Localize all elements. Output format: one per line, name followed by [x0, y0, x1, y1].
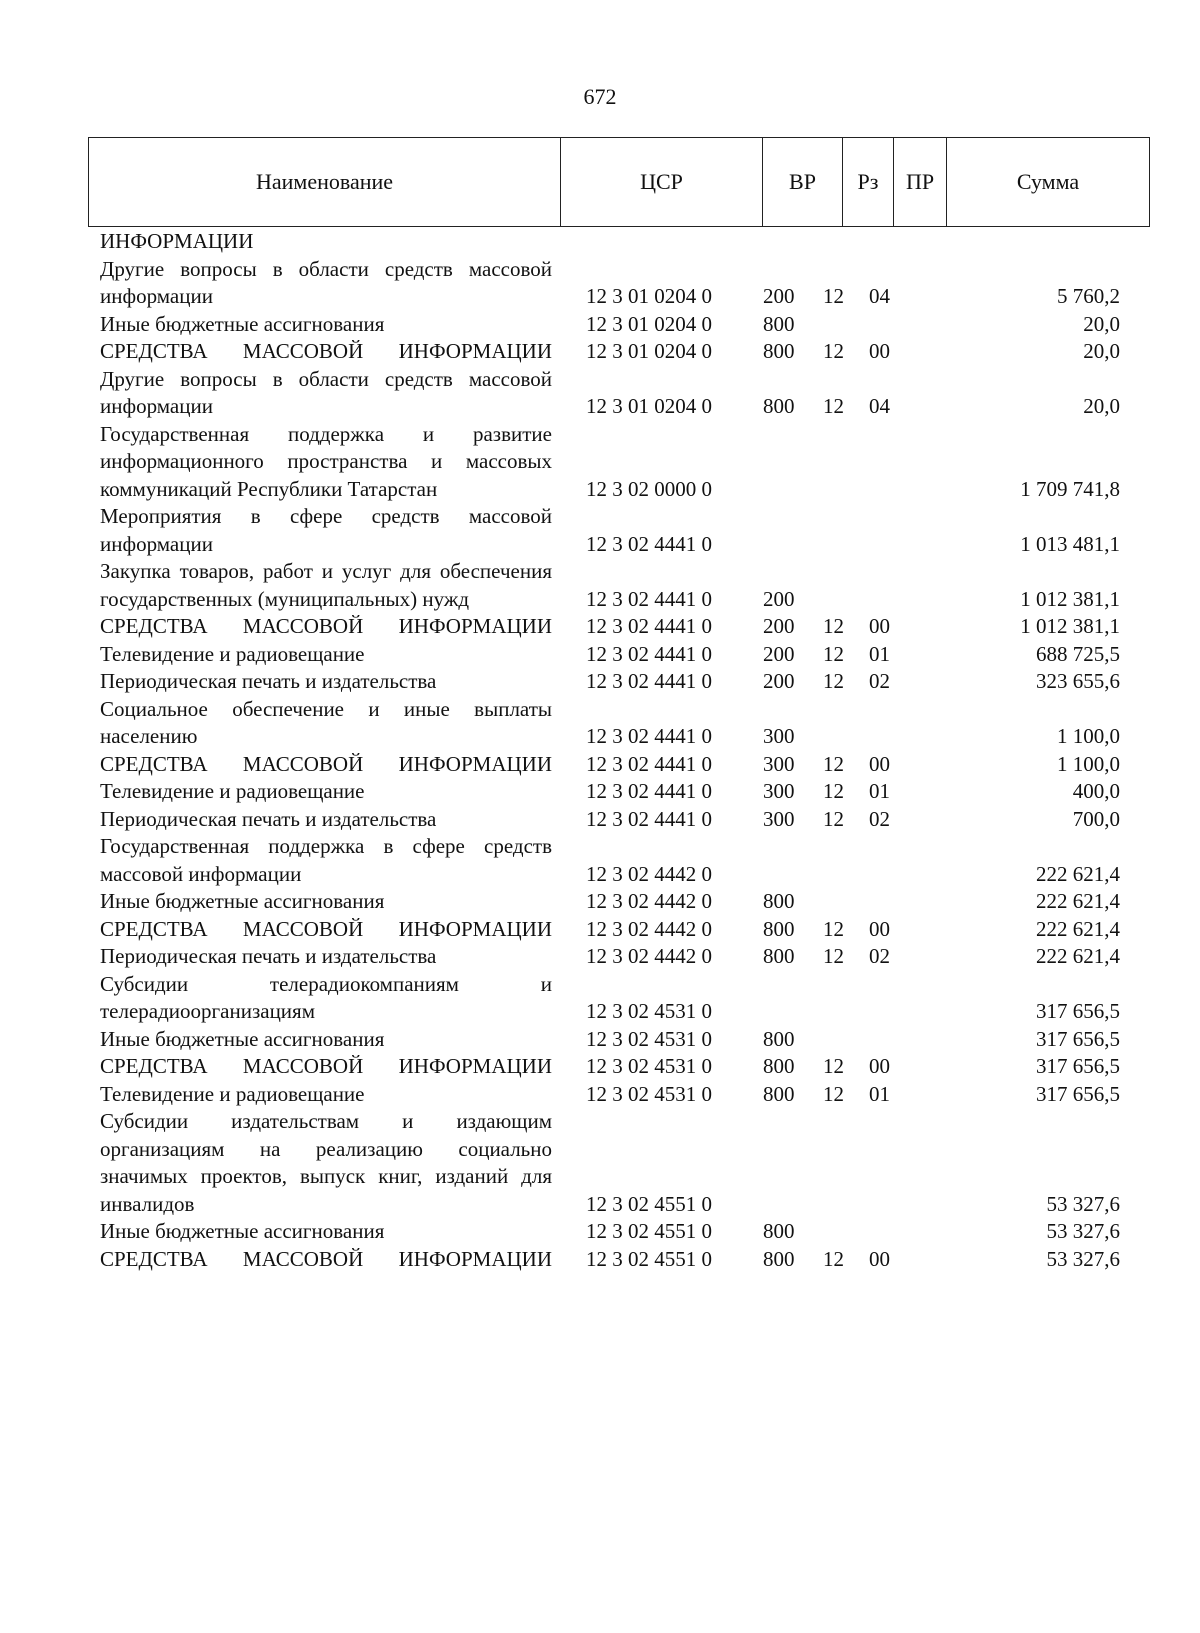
table-row [0, 256, 1200, 311]
table-row [0, 888, 1200, 916]
page-number: 672 [583, 84, 617, 109]
cell-csr: 12 3 01 0204 0 [586, 394, 712, 418]
cell-pr: 02 [869, 806, 890, 831]
table-row [0, 971, 1200, 1026]
cell-sum: 400,0 [1072, 779, 1120, 803]
cell-vr: 800 [763, 1054, 795, 1078]
cell-sum: 1 012 381,1 [1020, 586, 1120, 611]
header-vr: ВР [763, 138, 843, 226]
cell-vr: 300 [763, 779, 795, 803]
cell-csr: 12 3 02 4442 0 [586, 889, 712, 913]
table-row [0, 228, 1200, 256]
cell-name: СРЕДСТВА МАССОВОЙ ИНФОРМАЦИИ [100, 339, 552, 363]
cell-vr: 300 [763, 751, 795, 776]
cell-name: Периодическая печать и издательства [100, 669, 437, 693]
cell-rz: 12 [823, 1246, 844, 1271]
cell-rz: 12 [823, 339, 844, 363]
table-row [0, 421, 1200, 504]
cell-sum: 700,0 [1072, 806, 1120, 831]
cell-rz: 12 [823, 916, 844, 941]
cell-name: Мероприятия в сфере средств массовой информации [100, 504, 552, 556]
header-rz: Рз [843, 138, 894, 226]
cell-name: СРЕДСТВА МАССОВОЙ ИНФОРМАЦИИ [100, 1246, 552, 1271]
cell-name: ИНФОРМАЦИИ [100, 229, 254, 253]
cell-csr: 12 3 02 4531 0 [586, 1054, 712, 1078]
cell-pr: 02 [869, 669, 890, 693]
cell-pr: 01 [869, 641, 890, 666]
cell-sum: 1 013 481,1 [1020, 531, 1120, 556]
cell-csr: 12 3 01 0204 0 [586, 284, 712, 308]
table-row [0, 806, 1200, 834]
cell-sum: 317 656,5 [1036, 1026, 1120, 1051]
cell-vr: 800 [763, 944, 795, 968]
table-row [0, 1246, 1200, 1274]
cell-sum: 1 012 381,1 [1020, 614, 1120, 638]
cell-csr: 12 3 02 4441 0 [586, 724, 712, 748]
cell-pr: 00 [869, 916, 890, 941]
cell-vr: 800 [763, 394, 795, 418]
header-name: Наименование [89, 138, 561, 226]
cell-name: Государственная поддержка в сфере средств массовой информации [100, 834, 552, 886]
cell-sum: 20,0 [1083, 339, 1120, 363]
cell-sum: 53 327,6 [1046, 1219, 1120, 1243]
cell-csr: 12 3 02 4441 0 [586, 586, 712, 611]
cell-vr: 800 [763, 1026, 795, 1051]
cell-rz: 12 [823, 806, 844, 831]
cell-sum: 222 621,4 [1036, 889, 1120, 913]
cell-vr: 800 [763, 1219, 795, 1243]
cell-name: Телевидение и радиовещание [100, 641, 365, 666]
cell-sum: 1 100,0 [1057, 724, 1120, 748]
cell-vr: 200 [763, 641, 795, 666]
cell-csr: 12 3 02 4531 0 [586, 1026, 712, 1051]
cell-csr: 12 3 02 4441 0 [586, 531, 712, 556]
cell-csr: 12 3 02 4441 0 [586, 806, 712, 831]
cell-vr: 300 [763, 724, 795, 748]
cell-sum: 53 327,6 [1046, 1246, 1120, 1271]
cell-pr: 04 [869, 284, 890, 308]
cell-name: Субсидии телерадиокомпаниям и телерадиоорганизациям [100, 971, 552, 1023]
cell-pr: 02 [869, 944, 890, 968]
cell-pr: 00 [869, 614, 890, 638]
table-row [0, 366, 1200, 421]
cell-sum: 222 621,4 [1036, 944, 1120, 968]
table-row [0, 751, 1200, 779]
cell-vr: 800 [763, 339, 795, 363]
cell-vr: 300 [763, 806, 795, 831]
table-body [0, 228, 1200, 1273]
cell-name: Телевидение и радиовещание [100, 1081, 365, 1106]
cell-sum: 317 656,5 [1036, 999, 1120, 1023]
cell-vr: 200 [763, 669, 795, 693]
table-row [0, 1218, 1200, 1246]
cell-name: Другие вопросы в области средств массовой информации [100, 366, 552, 418]
table-row [0, 696, 1200, 751]
cell-vr: 800 [763, 1081, 795, 1106]
table-row [0, 778, 1200, 806]
cell-vr: 800 [763, 889, 795, 913]
cell-csr: 12 3 02 4442 0 [586, 861, 712, 886]
table-row [0, 1026, 1200, 1054]
cell-pr: 00 [869, 1246, 890, 1271]
cell-csr: 12 3 02 4441 0 [586, 614, 712, 638]
cell-sum: 1 709 741,8 [1020, 476, 1120, 501]
cell-csr: 12 3 02 4531 0 [586, 999, 712, 1023]
table-row [0, 311, 1200, 339]
header-csr: ЦСР [561, 138, 763, 226]
cell-csr: 12 3 01 0204 0 [586, 339, 712, 363]
table-header [88, 137, 1150, 227]
cell-pr: 01 [869, 779, 890, 803]
cell-csr: 12 3 02 4441 0 [586, 751, 712, 776]
cell-pr: 00 [869, 339, 890, 363]
cell-csr: 12 3 02 4551 0 [586, 1219, 712, 1243]
cell-name: СРЕДСТВА МАССОВОЙ ИНФОРМАЦИИ [100, 916, 552, 941]
cell-sum: 323 655,6 [1036, 669, 1120, 693]
cell-sum: 688 725,5 [1036, 641, 1120, 666]
cell-csr: 12 3 02 4441 0 [586, 669, 712, 693]
cell-rz: 12 [823, 1081, 844, 1106]
cell-csr: 12 3 01 0204 0 [586, 311, 712, 336]
cell-rz: 12 [823, 944, 844, 968]
cell-csr: 12 3 02 4441 0 [586, 779, 712, 803]
cell-pr: 00 [869, 751, 890, 776]
cell-name: Иные бюджетные ассигнования [100, 1219, 385, 1243]
table-row [0, 943, 1200, 971]
cell-rz: 12 [823, 751, 844, 776]
cell-sum: 53 327,6 [1046, 1191, 1120, 1216]
table-row [0, 613, 1200, 641]
cell-rz: 12 [823, 641, 844, 666]
cell-rz: 12 [823, 614, 844, 638]
cell-vr: 200 [763, 284, 795, 308]
cell-sum: 1 100,0 [1057, 751, 1120, 776]
cell-name: СРЕДСТВА МАССОВОЙ ИНФОРМАЦИИ [100, 751, 552, 776]
cell-sum: 20,0 [1083, 311, 1120, 336]
table-row [0, 503, 1200, 558]
cell-csr: 12 3 02 0000 0 [586, 476, 712, 501]
cell-vr: 800 [763, 1246, 795, 1271]
cell-rz: 12 [823, 669, 844, 693]
cell-name: Субсидии издательствам и издающим организациям на реализацию социально значимых проектов, выпуск книг, изданий для инвалидов [100, 1109, 552, 1216]
cell-sum: 222 621,4 [1036, 916, 1120, 941]
cell-vr: 200 [763, 586, 795, 611]
cell-sum: 222 621,4 [1036, 861, 1120, 886]
cell-rz: 12 [823, 779, 844, 803]
cell-pr: 00 [869, 1054, 890, 1078]
cell-sum: 317 656,5 [1036, 1081, 1120, 1106]
cell-name: СРЕДСТВА МАССОВОЙ ИНФОРМАЦИИ [100, 1054, 552, 1078]
cell-rz: 12 [823, 394, 844, 418]
cell-csr: 12 3 02 4531 0 [586, 1081, 712, 1106]
cell-pr: 01 [869, 1081, 890, 1106]
table-row [0, 641, 1200, 669]
cell-name: Иные бюджетные ассигнования [100, 311, 385, 336]
cell-rz: 12 [823, 284, 844, 308]
cell-name: Государственная поддержка и развитие информационного пространства и массовых коммуникаций Республики Татарстан [100, 421, 552, 501]
cell-name: Периодическая печать и издательства [100, 806, 437, 831]
cell-name: Социальное обеспечение и иные выплаты населению [100, 696, 552, 748]
cell-csr: 12 3 02 4441 0 [586, 641, 712, 666]
table-row [0, 833, 1200, 888]
table-row [0, 1053, 1200, 1081]
cell-name: СРЕДСТВА МАССОВОЙ ИНФОРМАЦИИ [100, 614, 552, 638]
cell-pr: 04 [869, 394, 890, 418]
header-sum: Сумма [1016, 169, 1080, 194]
table-row [0, 338, 1200, 366]
table-row [0, 558, 1200, 613]
cell-name: Периодическая печать и издательства [100, 944, 437, 968]
cell-csr: 12 3 02 4551 0 [586, 1246, 712, 1271]
cell-name: Телевидение и радиовещание [100, 779, 365, 803]
table-row [0, 1108, 1200, 1218]
table-row [0, 668, 1200, 696]
cell-name: Иные бюджетные ассигнования [100, 1026, 385, 1051]
header-pr: ПР [894, 138, 947, 226]
cell-sum: 5 760,2 [1057, 284, 1120, 308]
cell-vr: 800 [763, 311, 795, 336]
cell-csr: 12 3 02 4442 0 [586, 916, 712, 941]
cell-csr: 12 3 02 4551 0 [586, 1191, 712, 1216]
cell-sum: 20,0 [1083, 394, 1120, 418]
cell-vr: 200 [763, 614, 795, 638]
cell-name: Закупка товаров, работ и услуг для обеспечения государственных (муниципальных) нужд [100, 559, 552, 611]
cell-csr: 12 3 02 4442 0 [586, 944, 712, 968]
cell-name: Иные бюджетные ассигнования [100, 889, 385, 913]
cell-vr: 800 [763, 916, 795, 941]
table-row [0, 916, 1200, 944]
cell-rz: 12 [823, 1054, 844, 1078]
cell-sum: 317 656,5 [1036, 1054, 1120, 1078]
table-row [0, 1081, 1200, 1109]
cell-name: Другие вопросы в области средств массовой информации [100, 256, 552, 308]
